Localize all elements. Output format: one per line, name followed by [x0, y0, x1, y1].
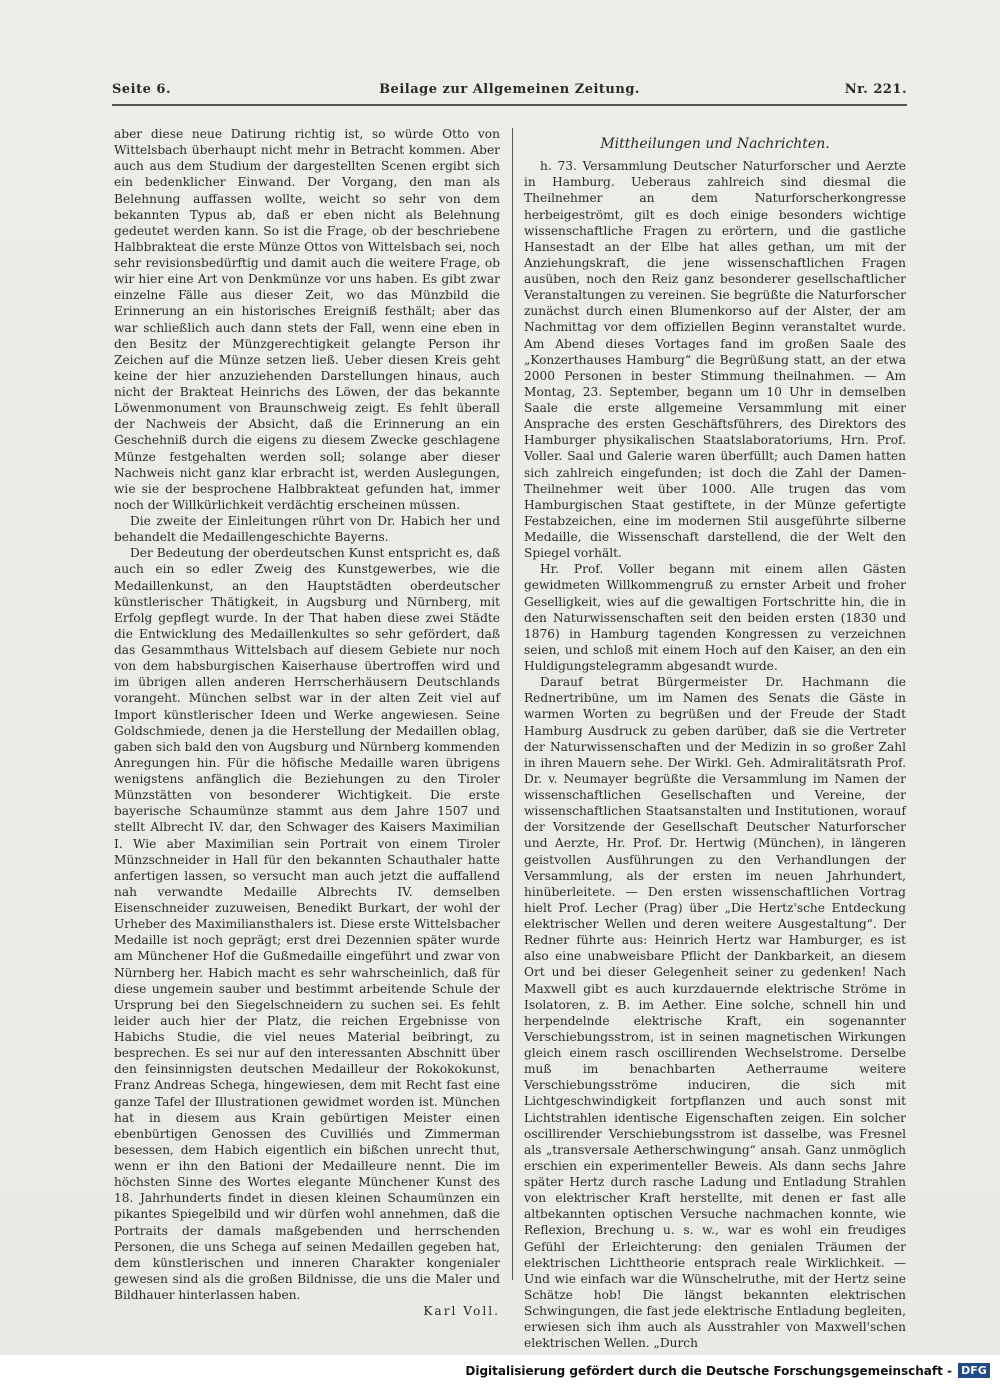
left-paragraph-1: aber diese neue Datirung richtig ist, so würde Otto von Wittelsbach überhaupt nicht mehr in Betracht kommen. Aber auch aus dem Studium der dargestellten Scenen ergibt sich ein bedenklicher Einwand. Der Vorgang, den man als Belehnung auffassen wollte, weicht so sehr von dem bekannten Typus ab, daß er eben nicht als Belehnung gedeutet werden kann. So ist die Frage, ob der beschriebene Halbbrakteat die erste Münze Ottos von Wittelsbach sei, noch sehr revisionsbedürftig und damit auch die weitere Frage, ob wir hier eine Art von Denkmünze vor uns haben. Es gibt zwar einzelne Fälle aus dieser Zeit, wo das Münzbild die Erinnerung an ein historisches Ereigniß festhält; aber das war schließlich auch dann stets der Fall, wenn eine eben in den Besitz der Münzgerechtigkeit gelangte Person ihr Zeichen auf die Münze setzen ließ. Ueber diesen Kreis geht keine der hier anzuziehenden Darstellungen hinaus, auch nicht der Brakteat Heinrichs des Löwen, der das bekannte Löwenmonument von Braunschweig zeigt. Es fehlt überall der Nachweis der Absicht, daß die Erinnerung an ein Geschehniß durch die eigens zu diesem Zwecke geschlagene Münze festgehalten werden soll; solange aber dieser Nachweis nicht ganz klar erbracht ist, werden Auslegungen, wie sie der besprochene Halbbrakteat gefunden hat, immer noch der Willkürlichkeit verdächtig erscheinen müssen.	[114, 127, 500, 512]
left-paragraph-2: Die zweite der Einleitungen rührt von Dr. Habich her und behandelt die Medaillengeschichte Bayerns.	[114, 514, 500, 545]
issue-number: Nr. 221.	[844, 82, 907, 97]
header-rule	[112, 104, 907, 106]
dfg-logo: DFG	[958, 1363, 990, 1378]
right-paragraph-1: h. 73. Versammlung Deutscher Naturforscher und Aerzte in Hamburg. Ueberaus zahlreich sind diesmal die Theilnehmer an dem Naturforscherkongresse herbeigeströmt, gilt es doch einige besonders wichtige wissenschaftliche Fragen zu erörtern, und die gastliche Hansestadt an der Elbe hat alles gethan, um mit der Anziehungskraft, die jene wissenschaftlichen Fragen ausüben, noch den Reiz ganz besonderer gesellschaftlicher Veranstaltungen zu vereinen. Sie begrüßte die Naturforscher zunächst durch einen Blumenkorso auf der Alster, der am Nachmittag vor dem offiziellen Beginn veranstaltet wurde. Am Abend dieses Vortages fand im großen Saale des „Konzerthauses Hamburg“ die Begrüßung statt, an der etwa 2000 Personen in bester Stimmung theilnahmen. — Am Montag, 23. September, begann um 10 Uhr in demselben Saale die erste allgemeine Versammlung mit einer Ansprache des ersten Geschäftsführers, des Direktors des Hamburger physikalischen Staatslaboratoriums, Hrn. Prof. Voller. Saal und Galerie waren überfüllt; auch Damen hatten sich zahlreich eingefunden; ist doch die Zahl der Damen-Theilnehmer weit über 1000. Alle trugen das vom Hamburgischen Staat gestiftete, in der Münze gefertigte Festabzeichen, eine im modernen Stil ausgeführte silberne Medaille, die Wissenschaft darstellend, die der Welt den Spiegel vorhält.	[524, 159, 906, 561]
funding-notice: Digitalisierung gefördert durch die Deutsche Forschungsgemeinschaft -	[465, 1364, 952, 1378]
right-paragraph-3: Darauf betrat Bürgermeister Dr. Hachmann die Rednertribüne, um im Namen des Senats die Gäste in warmen Worten zu begrüßen und der Freude der Stadt Hamburg Ausdruck zu geben darüber, daß sie die Vertreter der Naturwissenschaften und der Medizin in so großer Zahl in ihren Mauern sehe. Der Wirkl. Geh. Admiralitätsrath Prof. Dr. v. Neumayer begrüßte die Versammlung im Namen der wissenschaftlichen Gesellschaften und Vereine, der wissenschaftlichen Staatsanstalten und Institutionen, worauf der Vorsitzende der Gesellschaft Deutscher Naturforscher und Aerzte, Hr. Prof. Dr. Hertwig (München), in längeren geistvollen Ausführungen zu den Verhandlungen der Versammlung, als der ersten im neuen Jahrhundert, hinüberleitete. — Den ersten wissenschaftlichen Vortrag hielt Prof. Lecher (Prag) über „Die Hertz'sche Entdeckung elektrischer Wellen und deren weitere Ausgestaltung“. Der Redner führte aus: Heinrich Hertz war Hamburger, es ist also eine unabweisbare Pflicht der Dankbarkeit, an diesem Ort und bei dieser Gelegenheit seiner zu gedenken! Nach Maxwell gibt es auch kurzdauernde elektrische Ströme in Isolatoren, z. B. im Aether. Eine solche, schnell hin und herpendelnde elektrische Kraft, ein sogenannter Verschiebungsstrom, ist in seinen magnetischen Wirkungen gleich einem rasch oscillirenden Wechselstrome. Derselbe muß im benachbarten Aetherraume weitere Verschiebungsströme induciren, die sich mit Lichtgeschwindigkeit fortpflanzen und auch sonst mit Lichtstrahlen identische Eigenschaften zeigen. Ein solcher oscillirender Verschiebungsstrom ist dasselbe, was Fresnel als „transversale Aetherschwingung“ ansah. Ganz unmöglich erschien ein experimenteller Beweis. Als dann sechs Jahre später Hertz durch rasche Ladung und Entladung Strahlen von elektrischer Kraft herstellte, mit denen er fast alle altbekannten optischen Versuche nachmachen konnte, wie Reflexion, Brechung u. s. w., war es wohl ein freudiges Gefühl der Erleichterung: den genialen Träumen der elektrischen Lichttheorie entsprach reale Wirklichkeit. — Und wie einfach war die Wünschelruthe, mit der Hertz seine Schätze hob! Die längst bekannten elektrischen Schwingungen, die fast jede elektrische Entladung begleiten, erwiesen sich ihm auch als Ausstrahler von Maxwell'schen elektrischen Wellen. „Durch	[524, 675, 906, 1351]
digitization-footer	[0, 1355, 1000, 1386]
column-divider	[512, 128, 513, 1280]
right-paragraph-2: Hr. Prof. Voller begann mit einem allen Gästen gewidmeten Willkommengruß zu ernster Arbeit und froher Geselligkeit, wies auf die gewaltigen Fortschritte hin, die in den Naturwissenschaften seit den beiden ersten (1830 und 1876) in Hamburg tagenden Kongressen zu verzeichnen seien, und schloß mit einem Hoch auf den Kaiser, an den ein Huldigungstelegramm abgesandt wurde.	[524, 562, 906, 673]
page-number: Seite 6.	[112, 82, 171, 97]
left-column	[114, 126, 500, 1319]
author-signature: Karl Voll.	[423, 1304, 500, 1319]
page-header	[112, 80, 907, 102]
publication-title: Beilage zur Allgemeinen Zeitung.	[379, 82, 640, 97]
section-title: Mittheilungen und Nachrichten.	[600, 136, 830, 152]
right-column	[524, 136, 906, 1351]
left-paragraph-3: Der Bedeutung der oberdeutschen Kunst entspricht es, daß auch ein so edler Zweig des Kunstgewerbes, wie die Medaillenkunst, an den Hauptstädten oberdeutscher künstlerischer Thätigkeit, in Augsburg und Nürnberg, mit Erfolg gepflegt wurde. In der That haben diese zwei Städte die Entwicklung des Medaillenkultes so sehr gefördert, daß das Gesammthaus Wittelsbach auf diesem Gebiete nur noch von dem habsburgischen Kaiserhause übertroffen wird und im übrigen allen anderen Herrscherhäusern Deutschlands vorangeht. München selbst war in der alten Zeit viel auf Import künstlerischer Ideen und Werke angewiesen. Seine Goldschmiede, denen ja die Herstellung der Medaillen oblag, gaben sich bald den von Augsburg und Nürnberg kommenden Anregungen hin. Für die höfische Medaille waren übrigens wenigstens anfänglich die Beziehungen zu den Tiroler Münzstätten von besonderer Wichtigkeit. Die erste bayerische Schaumünze stammt aus dem Jahre 1507 und stellt Albrecht IV. dar, den Schwager des Kaisers Maximilian I. Wie aber Maximilian sein Portrait von einem Tiroler Münzschneider in Hall für den bekannten Schauthaler hatte anfertigen lassen, so versucht man auch jetzt die auffallend nah verwandte Medaille Albrechts IV. demselben Eisenschneider zuzuweisen, Benedikt Burkart, der wohl der Urheber des Maximiliansthalers ist. Diese erste Wittelsbacher Medaille ist noch geprägt; erst drei Dezennien später wurde am Münchener Hof die Gußmedaille eingeführt und zwar von Nürnberg her. Habich macht es sehr wahrscheinlich, daß für diese ungemein sauber und bestimmt arbeitende Schule der Ursprung bei den Siegelschneidern zu suchen sei. Es fehlt leider auch hier der Platz, die reichen Ergebnisse von Habichs Studie, die viel neues Material beibringt, zu besprechen. Es sei nur auf den interessanten Abschnitt über den feinsinnigsten deutschen Medailleur der Rokokokunst, Franz Andreas Schega, hingewiesen, dem mit Recht fast eine ganze Tafel der Illustrationen gewidmet worden ist. München hat in diesem aus Krain gebürtigen Meister einen ebenbürtigen Genossen des Cuvilliés und Zimmerman besessen, dem Habich eigentlich ein bißchen unrecht thut, wenn er ihn den Bationi der Medailleure nennt. Die im höchsten Sinne des Wortes elegante Münchener Kunst des 18. Jahrhunderts findet in diesen kleinen Schaumünzen ein pikantes Spiegelbild und wir dürfen wohl annehmen, daß die Portraits der damals maßgebenden und herrschenden Personen, die uns Schega auf seinen Medaillen gegeben hat, dem künstlerischen und inneren Charakter kongenialer gewesen sind als die großen Bildnisse, die uns die Maler und Bildhauer hinterlassen haben.	[114, 546, 500, 1302]
